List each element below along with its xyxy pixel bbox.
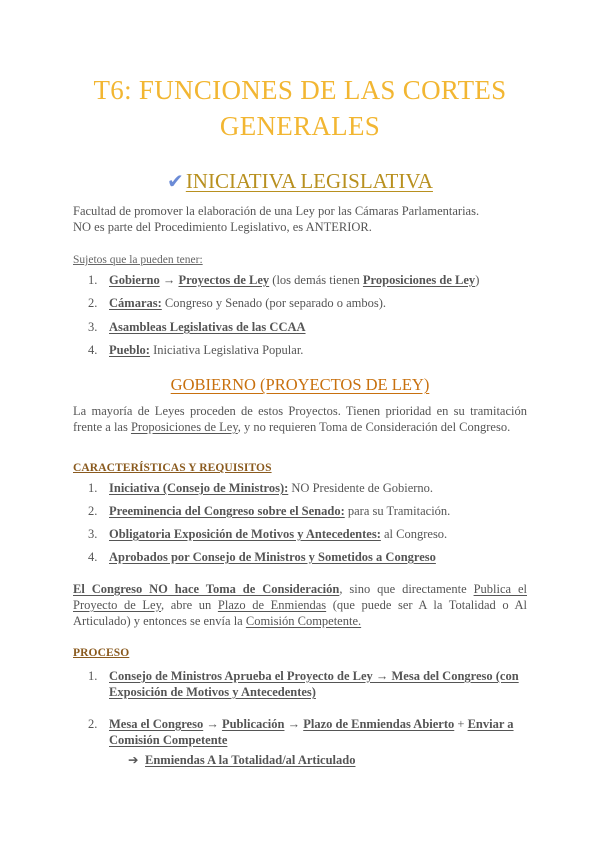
- arrow-glyph: →: [203, 717, 222, 731]
- list-term: Gobierno: [109, 273, 160, 287]
- list-number: 4.: [88, 343, 98, 357]
- arrow-glyph: →: [284, 717, 304, 731]
- list-number: 4.: [88, 550, 98, 564]
- list-term: Asambleas Legislativas de las CCAA: [109, 320, 306, 334]
- list-text: (los demás tienen: [269, 273, 363, 287]
- paragraph-text: , sino que directamente: [339, 582, 474, 596]
- list-number: 3.: [88, 527, 98, 541]
- subsection-heading-gobierno: GOBIERNO (PROYECTOS DE LEY): [170, 375, 430, 394]
- list-number: 1.: [88, 481, 98, 495]
- paragraph-underlined: Publica el Proyecto de Ley: [73, 582, 527, 612]
- section-heading-text: INICIATIVA LEGISLATIVA: [185, 169, 433, 193]
- intro-line: NO es parte del Procedimiento Legislativo, es ANTERIOR.: [73, 220, 372, 234]
- list-number: 3.: [88, 320, 98, 334]
- plus-glyph: +: [454, 717, 468, 731]
- process-term: Comisión Competente: [109, 733, 228, 747]
- list-term: Pueblo:: [109, 343, 150, 357]
- paragraph-text: , abre un: [161, 598, 218, 612]
- list-text: al Congreso.: [380, 527, 448, 541]
- list-text: ): [475, 273, 480, 287]
- characteristics-label: CARACTERÍSTICAS Y REQUISITOS: [73, 462, 272, 474]
- intro-paragraph: [73, 203, 527, 235]
- paragraph-text: , y no requieren Toma de Consideración del Congreso.: [237, 420, 511, 434]
- list-text: NO Presidente de Gobierno.: [288, 481, 434, 495]
- arrow-right-icon: ➔: [128, 753, 139, 767]
- list-number: 1.: [88, 273, 98, 287]
- congreso-paragraph: [73, 581, 527, 629]
- list-term: Proposiciones de Ley: [362, 273, 476, 287]
- list-number: 1.: [88, 669, 98, 683]
- arrow-glyph: →: [159, 273, 179, 287]
- list-term: Cámaras:: [109, 296, 162, 310]
- gobierno-paragraph: [73, 403, 527, 435]
- page-title: T6: FUNCIONES DE LAS CORTES GENERALES: [93, 75, 507, 141]
- process-term: Mesa el Congreso: [109, 717, 204, 731]
- paragraph-text: La mayoría de Leyes proceden de estos Proyectos. Tienen prioridad en su tramitación frente a las: [73, 404, 527, 434]
- list-text: para su Tramitación.: [344, 504, 451, 518]
- section-heading-iniciativa: [40, 168, 560, 195]
- list-term: Aprobados por Consejo de Ministros y Sometidos a Congreso: [109, 550, 436, 564]
- intro-line: Facultad de promover la elaboración de una Ley por las Cámaras Parlamentarias.: [73, 204, 480, 218]
- process-step-line: Consejo de Ministros Aprueba el Proyecto de Ley → Mesa del Congreso (con: [109, 669, 519, 683]
- sub-item-text: Enmiendas A la Totalidad/al Articulado: [145, 753, 356, 767]
- list-number: 2.: [88, 296, 98, 310]
- process-label: PROCESO: [73, 647, 130, 659]
- subjects-label: Sujetos que la pueden tener:: [73, 254, 203, 266]
- paragraph-underlined: El Congreso NO hace Toma de Consideración: [73, 582, 340, 596]
- check-mark-icon: ✔: [167, 171, 184, 193]
- list-number: 2.: [88, 504, 98, 518]
- process-term: Publicación: [221, 717, 285, 731]
- list-term: Proyectos de Ley: [178, 273, 270, 287]
- paragraph-underlined: Comisión Competente.: [245, 614, 362, 628]
- paragraph-underlined: Proposiciones de Ley: [130, 420, 238, 434]
- list-term: Preeminencia del Congreso sobre el Senado:: [109, 504, 345, 518]
- process-step-line: Exposición de Motivos y Antecedentes): [109, 685, 316, 699]
- list-text: Congreso y Senado (por separado o ambos).: [161, 296, 387, 310]
- paragraph-underlined: Plazo de Enmiendas: [217, 598, 327, 612]
- paragraph-text: (que puede ser A la Totalidad o Al Articulado) y entonces se envía la: [73, 598, 527, 628]
- list-number: 2.: [88, 717, 98, 731]
- list-text: Iniciativa Legislativa Popular.: [149, 343, 304, 357]
- process-term: Plazo de Enmiendas Abierto: [303, 717, 455, 731]
- list-term: Iniciativa (Consejo de Ministros):: [109, 481, 289, 495]
- list-term: Obligatoria Exposición de Motivos y Antecedentes:: [109, 527, 381, 541]
- process-term: Enviar a: [467, 717, 514, 731]
